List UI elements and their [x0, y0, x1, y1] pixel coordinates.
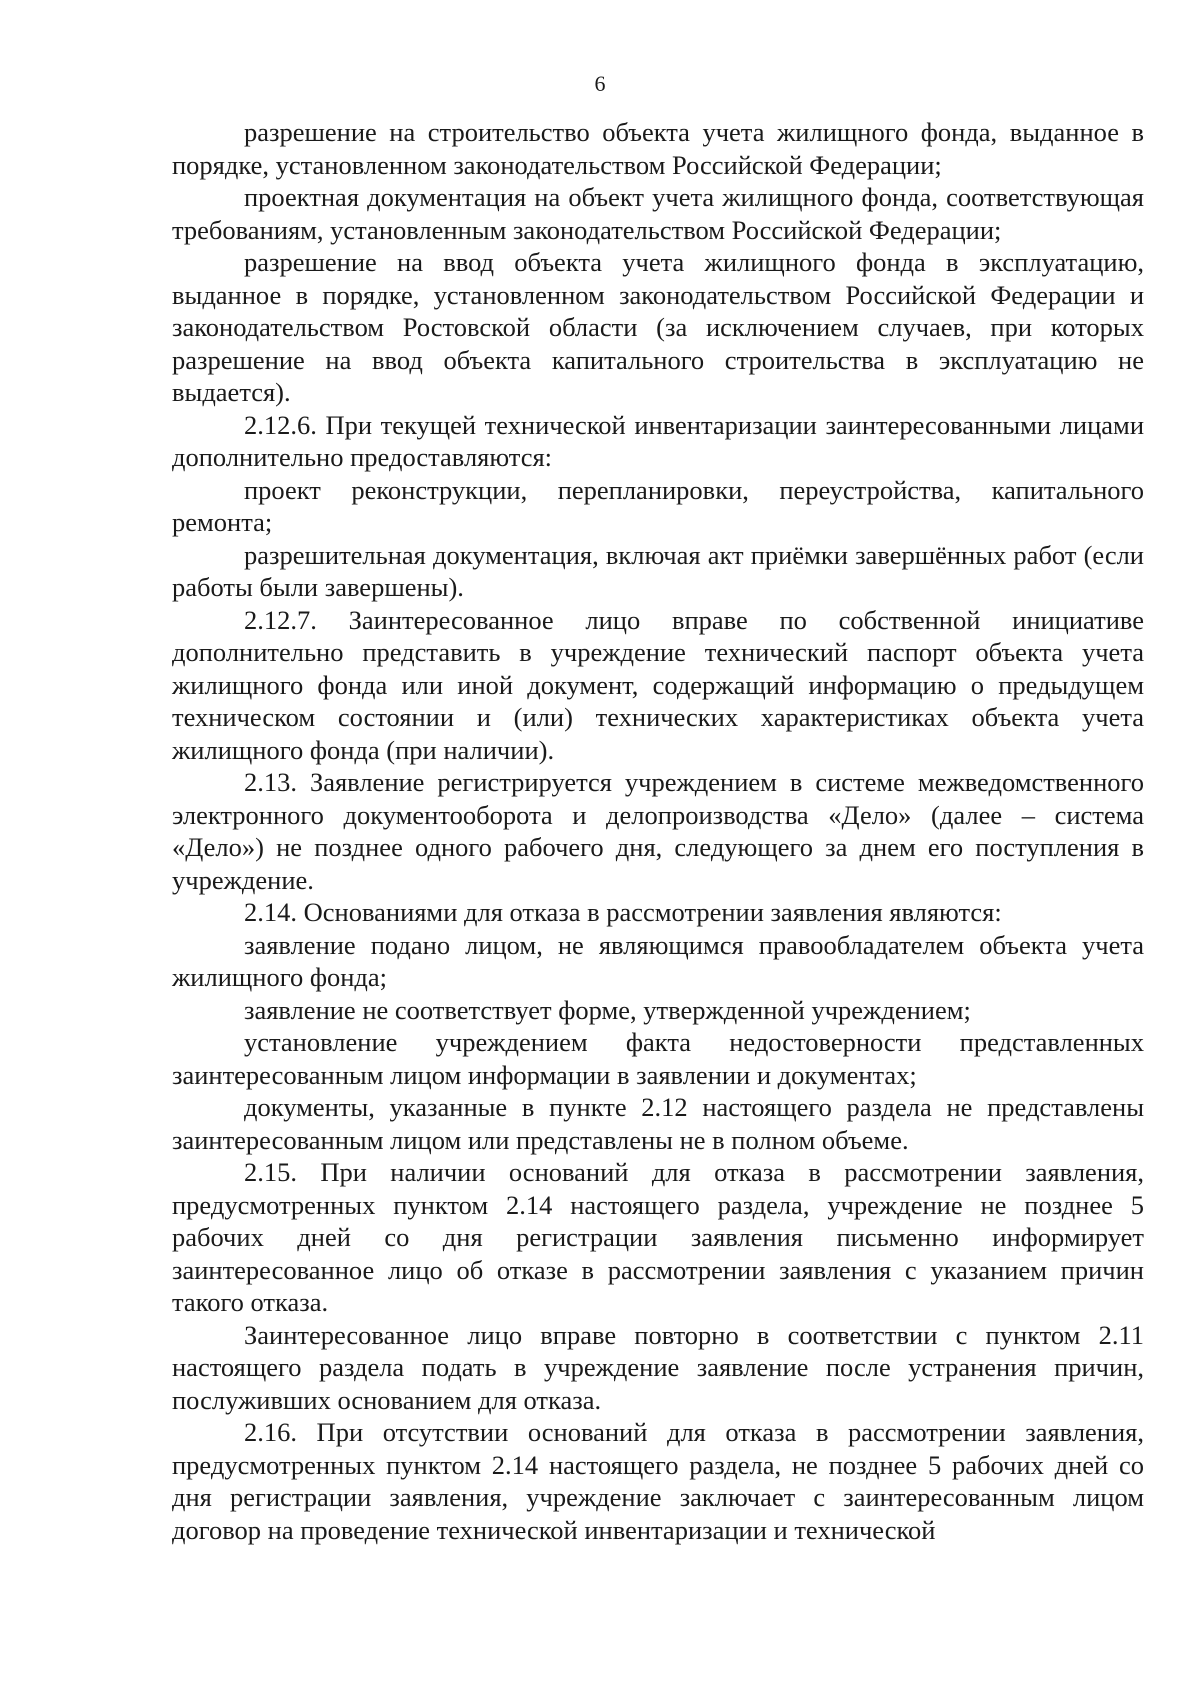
paragraph-commissioning-permit: разрешение на ввод объекта учета жилищного фонда в эксплуатацию, выданное в порядке, установленном законодательством Российской Федерации и законодательством Ростовской области (за исключением случаев, при которых разрешение на ввод объекта капитального строительства в эксплуатацию не выдается). — [172, 247, 1144, 407]
page-number: 6 — [594, 71, 606, 96]
paragraph-2-12-7: 2.12.7. Заинтересованное лицо вправе по собственной инициативе дополнительно представить в учреждение технический паспорт объекта учета жилищного фонда или иной документ, содержащий информацию о предыдущем техническом состоянии и (или) технических характеристиках объекта учета жилищного фонда (при наличии). — [172, 604, 1144, 765]
paragraph-refusal-reason-2: заявление не соответствует форме, утвержденной учреждением; — [244, 994, 971, 1025]
paragraph-2-16: 2.16. При отсутствии оснований для отказа в рассмотрении заявления, предусмотренных пунктом 2.14 настоящего раздела, не позднее 5 рабочих дней со дня регистрации заявления, учреждение заключает с заинтересованным лицом договор на проведение технической инвентаризации и технической — [172, 1417, 1144, 1545]
paragraph-2-15: 2.15. При наличии оснований для отказа в рассмотрении заявления, предусмотренных пунктом 2.14 настоящего раздела, учреждение не позднее 5 рабочих дней со дня регистрации заявления письменно информирует заинтересованное лицо об отказе в рассмотрении заявления с указанием причин такого отказа. — [172, 1157, 1144, 1317]
paragraph-permit-documentation: разрешительная документация, включая акт приёмки завершённых работ (если работы были завершены). — [172, 539, 1144, 602]
paragraph-refusal-reason-3: установление учреждением факта недостоверности представленных заинтересованным лицом информации в заявлении и документах; — [172, 1027, 1144, 1090]
paragraph-2-13: 2.13. Заявление регистрируется учреждением в системе межведомственного электронного документооборота и делопроизводства «Дело» (далее – система «Дело») не позднее одного рабочего дня, следующего за днем его поступления в учреждение. — [172, 767, 1144, 895]
paragraph-project-documentation: проектная документация на объект учета жилищного фонда, соответствующая требованиям, установленным законодательством Российской Федерации; — [172, 182, 1144, 245]
paragraph-refusal-reason-4: документы, указанные в пункте 2.12 настоящего раздела не представлены заинтересованным лицом или представлены не в полном объеме. — [172, 1092, 1144, 1155]
paragraph-repeat-application: Заинтересованное лицо вправе повторно в соответствии с пунктом 2.11 настоящего раздела подать в учреждение заявление после устранения причин, послуживших основанием для отказа. — [172, 1319, 1144, 1415]
document-body — [172, 116, 1144, 1546]
paragraph-2-14: 2.14. Основаниями для отказа в рассмотрении заявления являются: — [244, 897, 1002, 927]
paragraph-2-12-6: 2.12.6. При текущей технической инвентаризации заинтересованными лицами дополнительно предоставляются: — [172, 409, 1144, 472]
paragraph-refusal-reason-1: заявление подано лицом, не являющимся правообладателем объекта учета жилищного фонда; — [172, 929, 1144, 992]
paragraph-reconstruction-project: проект реконструкции, перепланировки, переустройства, капитального ремонта; — [172, 474, 1144, 537]
paragraph-construction-permit: разрешение на строительство объекта учета жилищного фонда, выданное в порядке, установленном законодательством Российской Федерации; — [172, 117, 1144, 180]
